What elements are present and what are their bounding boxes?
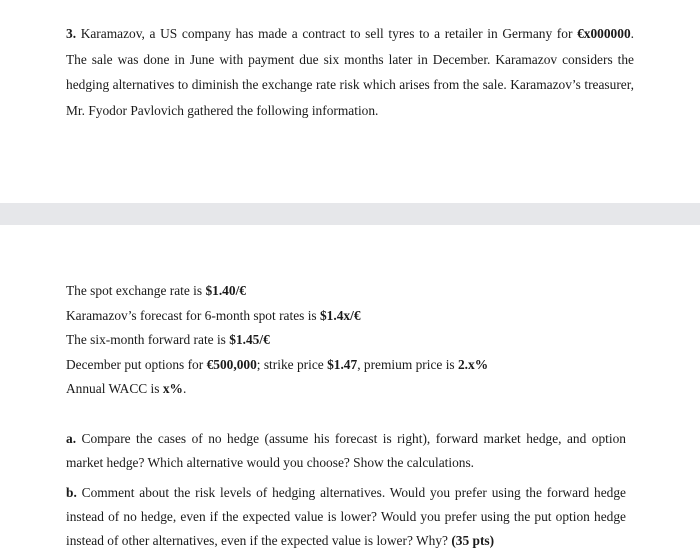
- fact-text: Karamazov’s forecast for 6-month spot rates is: [66, 307, 320, 323]
- fact-value: $1.47: [327, 356, 358, 372]
- fact-text: The six-month forward rate is: [66, 332, 230, 347]
- questions: [66, 427, 626, 559]
- given-information: [66, 279, 666, 402]
- question-a: [66, 427, 626, 475]
- fact-forecast-rate: [66, 304, 666, 329]
- fact-wacc: [66, 377, 666, 402]
- fact-text: December put options for: [66, 356, 207, 372]
- fact-text: The spot exchange rate is: [66, 283, 206, 298]
- intro-text-before: Karamazov, a US company has made a contract to sell tyres to a retailer in Germany for: [76, 26, 578, 41]
- fact-text: .: [182, 381, 187, 396]
- intro-paragraph: [66, 21, 634, 123]
- fact-value: $1.45/€: [229, 332, 270, 347]
- fact-text: ; strike price: [256, 356, 328, 372]
- fact-value: 2.x%: [457, 356, 489, 372]
- fact-value: x%: [162, 381, 183, 396]
- fact-text: , premium price is: [357, 356, 458, 372]
- fact-forward-rate: [66, 328, 666, 353]
- fact-put-options: [66, 353, 666, 378]
- section-divider: [0, 203, 700, 225]
- question-b-label: b.: [66, 485, 77, 500]
- fact-value: $1.40/€: [205, 283, 246, 298]
- fact-value: $1.4x/€: [319, 307, 361, 323]
- question-points: (35 pts): [451, 533, 495, 548]
- question-b: [66, 481, 626, 553]
- fact-text: Annual WACC is: [66, 381, 163, 396]
- question-number: 3.: [66, 26, 77, 41]
- problem-intro: [66, 21, 634, 123]
- question-a-text: Compare the cases of no hedge (assume his forecast is right), forward market hedge, and option market hedge? Which alternative would you choose? Show the calculations.: [66, 431, 626, 470]
- fact-spot-rate: [66, 279, 666, 304]
- fact-value: €500,000: [206, 356, 257, 372]
- question-b-text: Comment about the risk levels of hedging alternatives. Would you prefer using the forward hedge instead of no hedge, even if the expected value is lower? Would you prefer using the put option hedge instead of other alternatives, even if the expected value is lower? Why?: [66, 485, 626, 548]
- question-a-label: a.: [66, 431, 77, 446]
- contract-amount: €x000000: [577, 26, 631, 41]
- intro-text-after: . The sale was done in June with payment due six months later in December. Karamazov considers the hedging alternatives to diminish the exchange rate risk which arises from the sale. Karamazov’s treasurer, Mr. Fyodor Pavlovich gathered the following information.: [66, 26, 634, 118]
